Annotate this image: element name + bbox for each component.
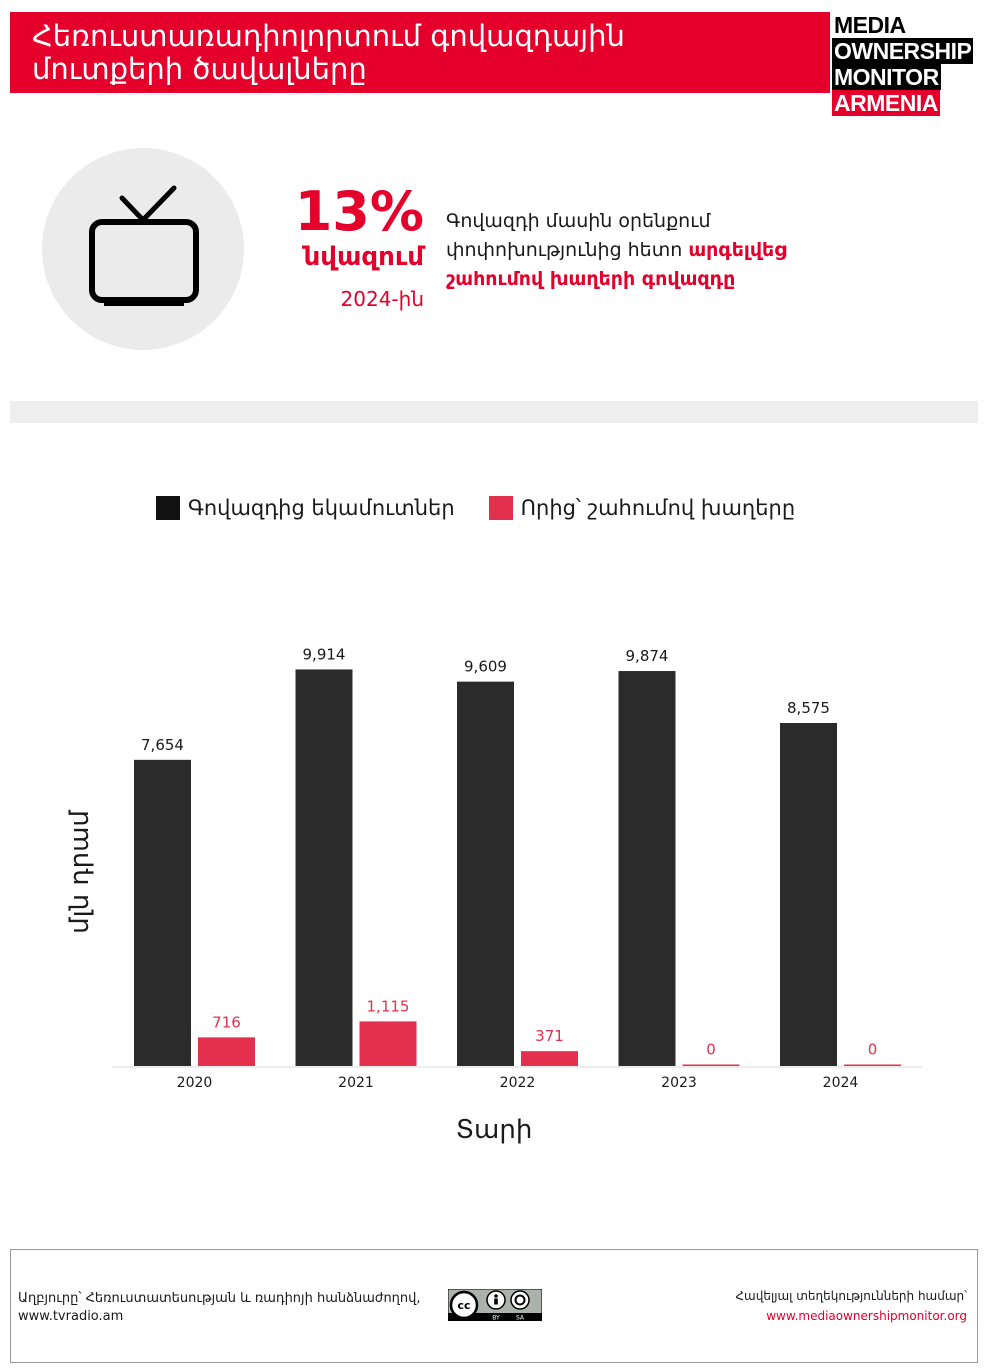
stat-year: 2024-ին (340, 287, 424, 311)
page-title-line-1: Հեռուստառադիոլորտում գովազդային (32, 19, 625, 53)
bar-revenue-2021 (296, 669, 353, 1066)
tv-icon-circle (42, 148, 244, 350)
x-tick-label-2022: 2022 (499, 1075, 536, 1091)
desc-line-3-highlight: շահումով խաղերի գովազդը (446, 268, 736, 290)
data-label-gambling-2021: 1,115 (366, 997, 410, 1016)
footer-source-line-1: Աղբյուրը՝ Հեռուստատեսության և ռադիոյի հանձնաժողով, (18, 1291, 421, 1306)
data-label-revenue-2021: 9,914 (302, 645, 346, 664)
data-label-revenue-2023: 9,874 (625, 647, 669, 666)
footer-source (18, 1290, 421, 1326)
legend-label-revenue: Գովազդից եկամուտներ (188, 496, 455, 520)
x-tick-label-2024: 2024 (822, 1075, 859, 1091)
divider-band (10, 401, 978, 423)
footer-more-url[interactable]: www.mediaownershipmonitor.org (766, 1309, 967, 1323)
logo-line-ownership: OWNERSHIP (834, 38, 972, 64)
data-label-gambling-2020: 716 (212, 1013, 241, 1032)
bar-gambling-2022 (521, 1051, 578, 1066)
bar-gambling-2020 (198, 1037, 255, 1066)
legend-swatch-gambling (489, 496, 513, 520)
stat-percent: 13% (294, 180, 424, 243)
x-tick-label-2020: 2020 (176, 1075, 213, 1091)
bar-revenue-2024 (780, 723, 837, 1066)
legend-swatch-revenue (156, 496, 180, 520)
footer-source-line-2: www.tvradio.am (18, 1309, 124, 1324)
mom-logo (832, 12, 978, 116)
footer-more-info (735, 1286, 967, 1326)
legend-item-revenue (156, 496, 455, 520)
logo-line-media: MEDIA (834, 12, 906, 38)
stat-word: նվազում (303, 242, 424, 272)
data-label-revenue-2020: 7,654 (141, 735, 184, 754)
desc-line-1: Գովազդի մասին օրենքում (446, 210, 711, 232)
bar-gambling-2024 (844, 1065, 901, 1067)
bar-revenue-2020 (134, 760, 191, 1066)
data-label-revenue-2022: 9,609 (464, 657, 507, 676)
desc-line-2-highlight: արգելվեց (688, 239, 787, 261)
bar-revenue-2022 (457, 682, 514, 1066)
y-axis-title: մլն դրամ (65, 810, 95, 934)
footer-more-label: Հավելյալ տեղեկությունների համար՝ (735, 1289, 967, 1303)
logo-line-monitor: MONITOR (834, 64, 939, 90)
svg-text:BY: BY (492, 1314, 500, 1321)
x-tick-label-2021: 2021 (338, 1075, 374, 1091)
svg-text:SA: SA (515, 1314, 525, 1321)
chart-legend (156, 492, 829, 524)
legend-label-gambling: Որից՝ շահումով խաղերը (520, 496, 796, 520)
data-label-gambling-2022: 371 (535, 1027, 564, 1046)
data-label-revenue-2024: 8,575 (787, 699, 830, 717)
x-axis-title: Տարի (455, 1115, 533, 1145)
logo-line-armenia: ARMENIA (834, 90, 938, 116)
desc-line-2-plain: փոփոխությունից հետո (446, 239, 683, 261)
tv-icon (42, 148, 244, 350)
legend-item-gambling (489, 496, 796, 520)
bar-gambling-2023 (683, 1065, 740, 1067)
svg-text:cc: cc (457, 1299, 471, 1312)
data-label-gambling-2024: 0 (867, 1040, 878, 1059)
bar-gambling-2021 (360, 1021, 417, 1066)
desc-line-2 (446, 236, 866, 265)
bar-chart (0, 600, 988, 1160)
footer (10, 1249, 978, 1363)
page-title-line-2: մուտքերի ծավալները (32, 52, 367, 86)
bar-revenue-2023 (619, 671, 676, 1066)
x-tick-label-2023: 2023 (661, 1075, 697, 1091)
cc-by-sa-license-icon (448, 1289, 542, 1321)
data-label-gambling-2023: 0 (706, 1040, 716, 1059)
title-bar (10, 12, 830, 93)
stat-description (446, 207, 866, 294)
